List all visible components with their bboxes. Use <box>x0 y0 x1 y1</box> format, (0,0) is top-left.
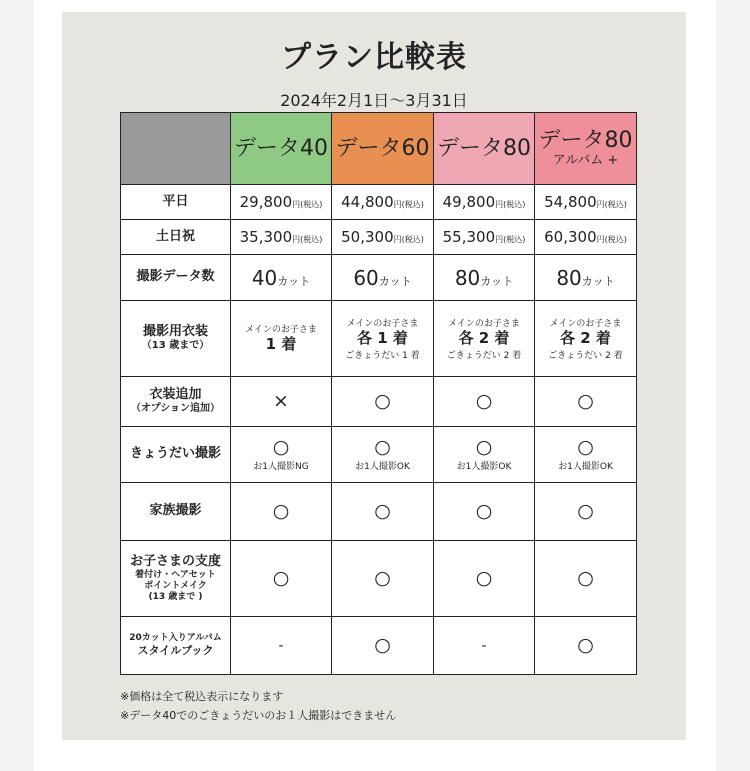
costume-cell: メインのお子さま 各 1 着 ごきょうだい 1 着 <box>332 301 434 377</box>
circle-mark: ○ <box>577 435 594 458</box>
table-row-costume-add <box>121 377 637 427</box>
footnote: ※価格は全て税込表示になります <box>120 690 284 703</box>
price-cell: 54,800円(税込) <box>535 185 637 220</box>
mark-cell: ○ お1人撮影OK <box>332 427 434 483</box>
row-label: 20カット入りアルバム スタイルブック <box>121 617 231 675</box>
cut-cell: 80カット <box>535 255 637 301</box>
table-row-costume <box>121 301 637 377</box>
circle-mark: ○ <box>577 567 594 589</box>
price-cell: 49,800円(税込) <box>434 185 535 220</box>
page-title: プラン比較表 <box>281 40 467 75</box>
circle-mark: ○ <box>272 500 290 522</box>
table-row-album <box>121 617 637 675</box>
mark-cell <box>231 541 332 617</box>
circle-mark: ○ <box>475 390 493 412</box>
plan-header-data40 <box>231 113 332 185</box>
price-cell: 35,300円(税込) <box>231 220 332 255</box>
circle-mark: ○ <box>374 500 391 522</box>
mark-cell <box>434 541 535 617</box>
circle-mark: ○ <box>577 634 594 656</box>
mark-cell: ○ お1人撮影OK <box>434 427 535 483</box>
campaign-period: 2024年2月1日〜3月31日 <box>280 91 468 110</box>
mark-cell <box>535 541 637 617</box>
cross-mark: × <box>273 390 289 412</box>
circle-mark: ○ <box>374 634 391 656</box>
plan-header-data80-album <box>535 113 637 185</box>
page <box>34 0 716 771</box>
mark-cell <box>231 377 332 427</box>
footnote: ※データ40でのごきょうだいのお１人撮影はできません <box>120 709 397 722</box>
mark-cell <box>332 541 434 617</box>
mark-cell <box>332 617 434 675</box>
circle-mark: ○ <box>374 567 391 589</box>
mark-cell <box>231 617 332 675</box>
mark-cell <box>535 617 637 675</box>
price-cell: 44,800円(税込) <box>332 185 434 220</box>
costume-cell: メインのお子さま 各 2 着 ごきょうだい 2 着 <box>535 301 637 377</box>
row-label: 家族撮影 <box>121 483 231 541</box>
row-label: きょうだい撮影 <box>121 427 231 483</box>
cut-cell: 60カット <box>332 255 434 301</box>
plan-name: データ60 <box>335 135 430 161</box>
costume-cell: メインのお子さま 各 2 着 ごきょうだい 2 着 <box>434 301 535 377</box>
table-row-weekend <box>121 220 637 255</box>
table-row-prep <box>121 541 637 617</box>
mark-cell <box>535 483 637 541</box>
circle-mark: ○ <box>374 390 391 412</box>
mark-cell: ○ お1人撮影OK <box>535 427 637 483</box>
plan-header-row <box>121 113 637 185</box>
corner-cell <box>121 113 231 185</box>
circle-mark: ○ <box>374 435 391 458</box>
plan-name: データ80 <box>437 135 531 161</box>
circle-mark: ○ <box>272 435 290 458</box>
mark-cell <box>332 483 434 541</box>
plan-header-data80 <box>434 113 535 185</box>
row-label: 土日祝 <box>121 220 231 255</box>
plan-comparison-card <box>62 12 686 740</box>
circle-mark: ○ <box>475 435 493 458</box>
mark-cell <box>332 377 434 427</box>
row-label: お子さまの支度 着付け・ヘアセット ポイントメイク (13 歳まで ) <box>121 541 231 617</box>
row-label: 衣装追加 （オプション追加） <box>121 377 231 427</box>
table-row-cuts <box>121 255 637 301</box>
price-cell: 60,300円(税込) <box>535 220 637 255</box>
plan-name: データ40 <box>234 135 328 161</box>
dash-mark: - <box>481 637 487 654</box>
costume-cell: メインのお子さま 1 着 <box>231 301 332 377</box>
mark-cell <box>231 483 332 541</box>
table-row-family <box>121 483 637 541</box>
circle-mark: ○ <box>577 500 594 522</box>
price-cell: 55,300円(税込) <box>434 220 535 255</box>
circle-mark: ○ <box>475 500 493 522</box>
row-label: 撮影データ数 <box>121 255 231 301</box>
plan-header-data60 <box>332 113 434 185</box>
circle-mark: ○ <box>577 390 594 412</box>
circle-mark: ○ <box>272 567 290 589</box>
cut-cell: 80カット <box>434 255 535 301</box>
row-label: 撮影用衣装 （13 歳まで） <box>121 301 231 377</box>
mark-cell <box>535 377 637 427</box>
mark-cell <box>434 483 535 541</box>
cut-cell: 40カット <box>231 255 332 301</box>
plan-name: データ80 <box>538 128 633 154</box>
row-label: 平日 <box>121 185 231 220</box>
table-row-siblings <box>121 427 637 483</box>
mark-cell <box>434 377 535 427</box>
table-row-weekday <box>121 185 637 220</box>
price-cell: 29,800円(税込) <box>231 185 332 220</box>
circle-mark: ○ <box>475 567 493 589</box>
price-cell: 50,300円(税込) <box>332 220 434 255</box>
dash-mark: - <box>278 637 284 654</box>
plan-sub: アルバム + <box>552 153 619 169</box>
mark-cell: ○ お1人撮影NG <box>231 427 332 483</box>
plan-comparison-table <box>120 112 637 675</box>
footnotes <box>120 687 396 725</box>
mark-cell <box>434 617 535 675</box>
